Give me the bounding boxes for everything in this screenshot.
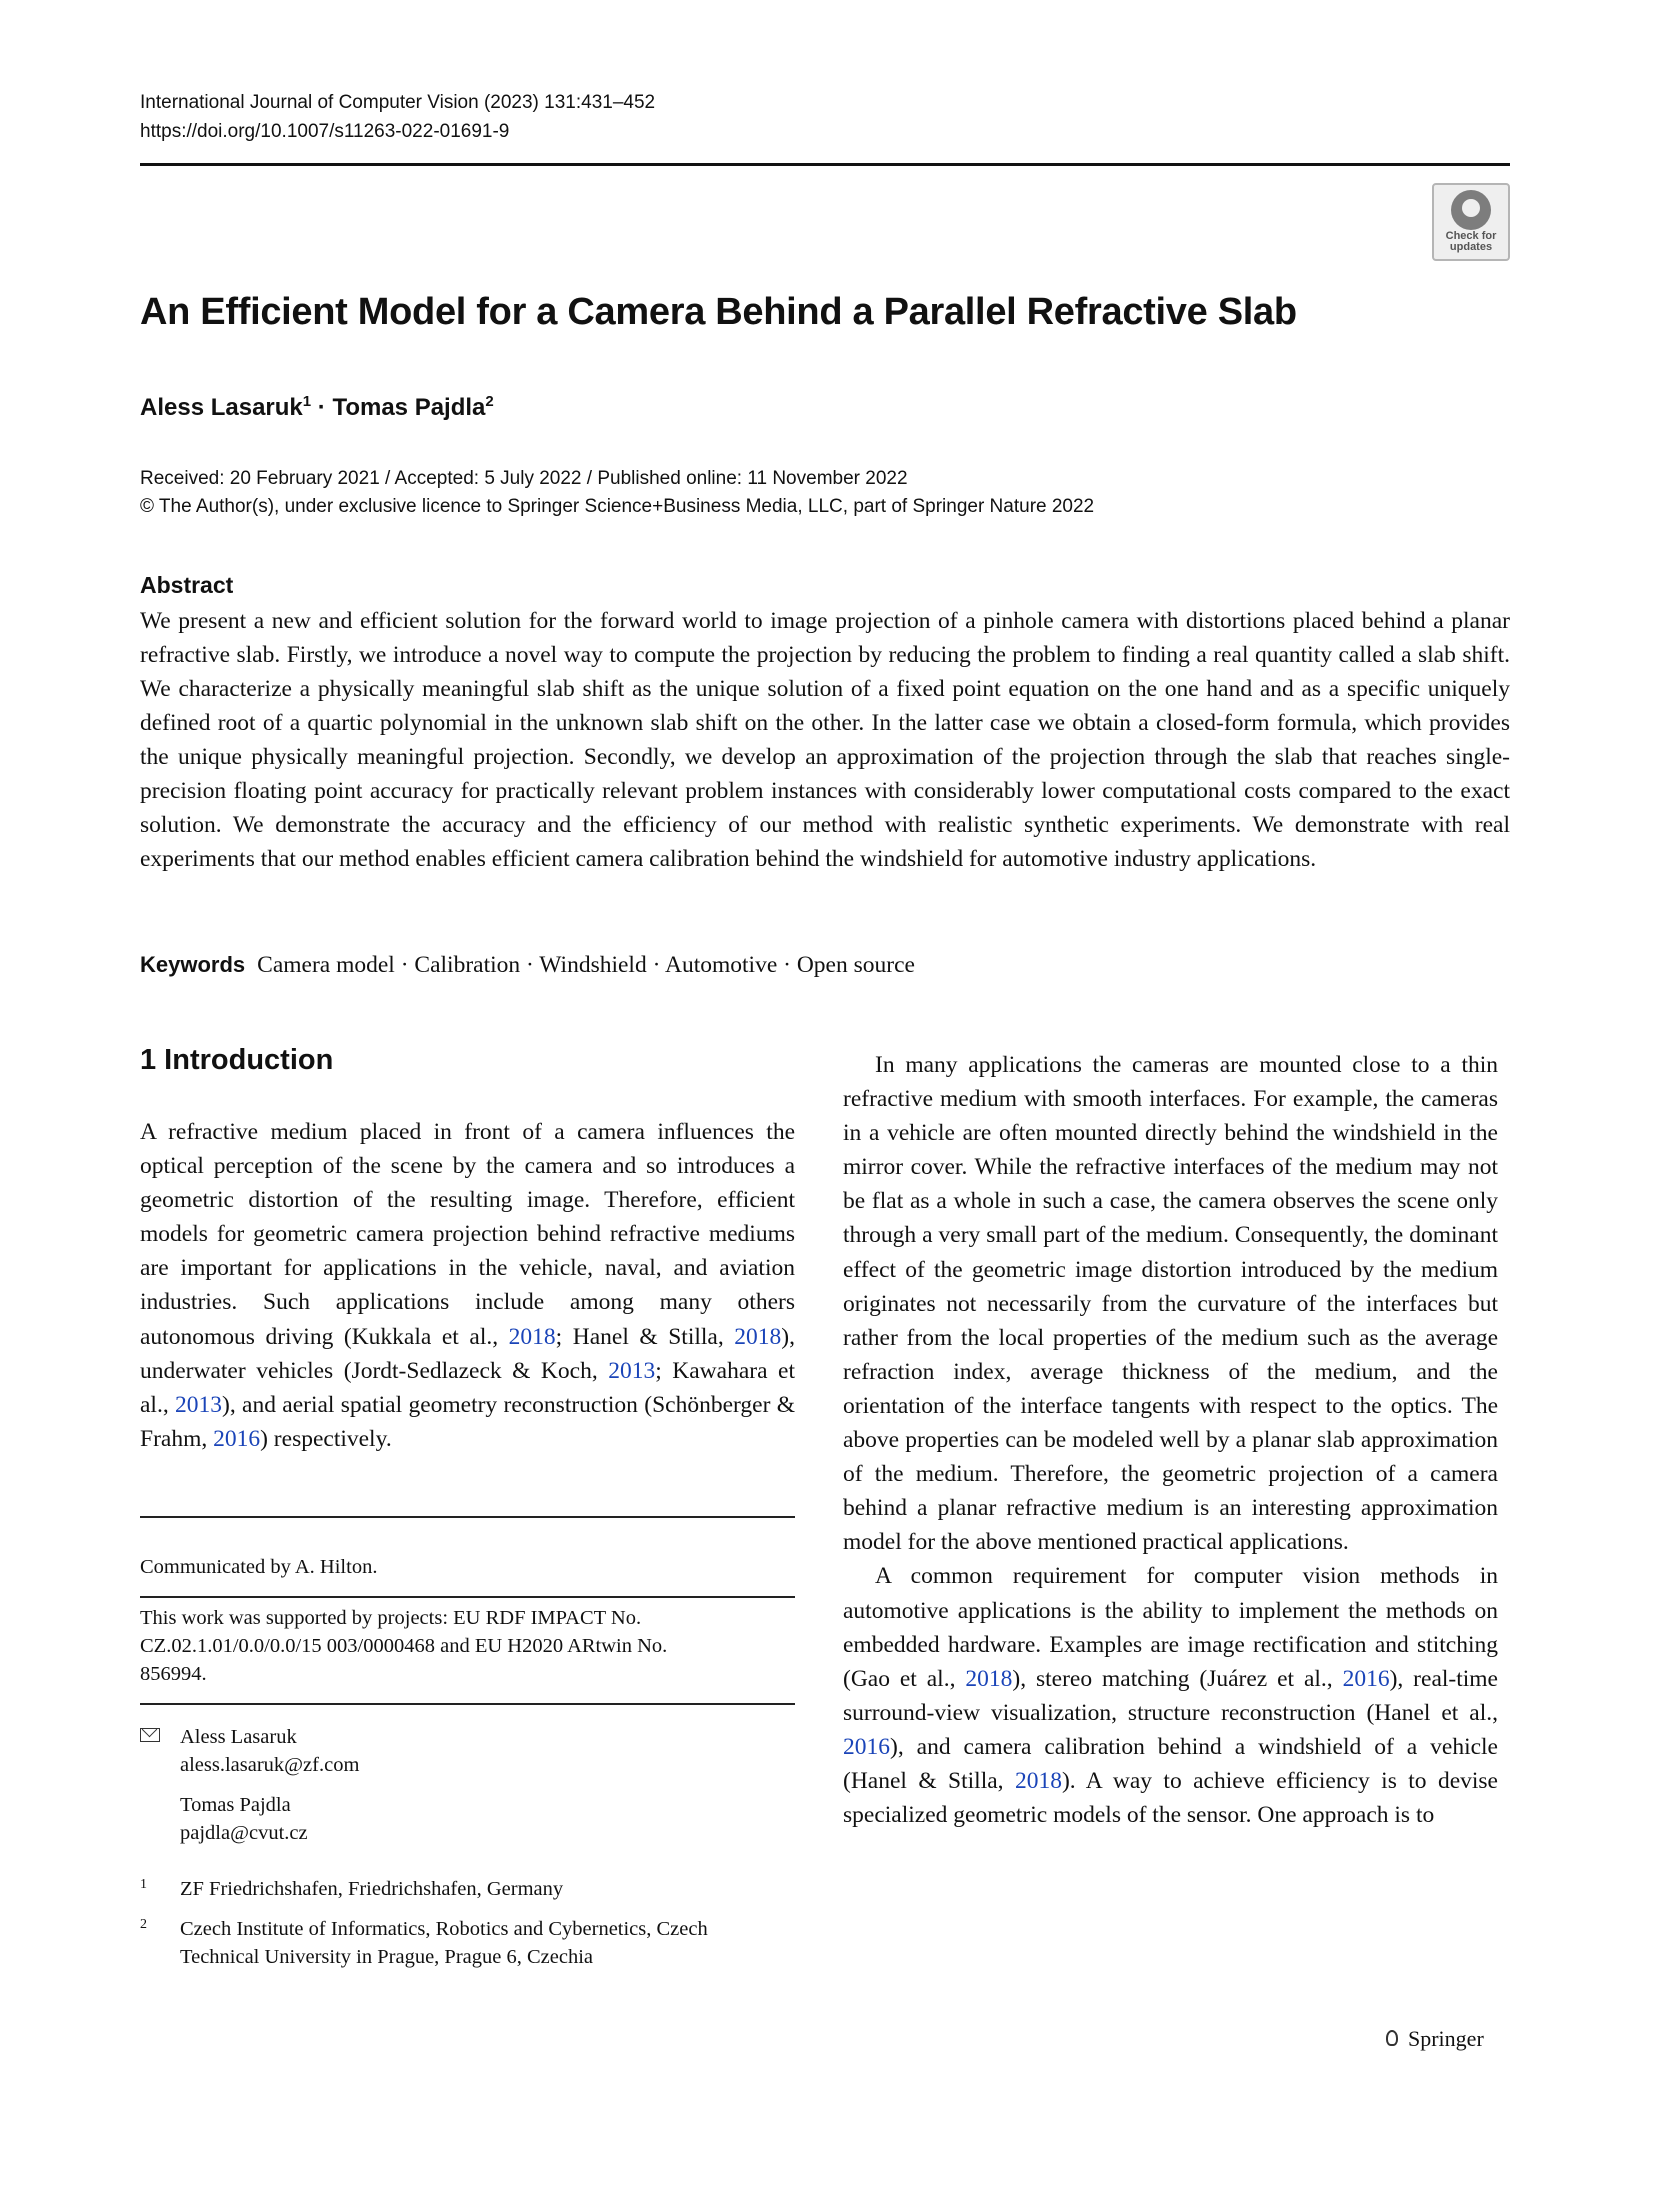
citation-link[interactable]: 2013: [175, 1391, 223, 1418]
contact-name: Aless Lasaruk: [180, 1726, 297, 1748]
journal-citation: International Journal of Computer Vision (2023) 131:431–452: [140, 92, 656, 113]
paragraph-text: ; Kawahara et al.,: [140, 1357, 795, 1418]
contact-email[interactable]: aless.lasaruk@zf.com: [180, 1754, 360, 1776]
check-for-updates-icon: [1451, 190, 1491, 230]
check-for-updates-line2: updates: [1449, 241, 1493, 253]
intro-paragraph: [843, 1559, 1498, 1832]
paragraph-text: ) respectively.: [260, 1425, 392, 1452]
paragraph-text: ), and camera calibration behind a windshield of a vehicle (Hanel & Stilla,: [843, 1733, 1498, 1794]
intro-paragraph: [140, 1115, 795, 1456]
keywords-list: Camera model · Calibration · Windshield · Automotive · Open source: [257, 952, 915, 978]
citation-link[interactable]: 2016: [843, 1733, 890, 1760]
paragraph-text: ), real-time surround-view visualization, structure reconstruction (Hanel et al.,: [843, 1665, 1498, 1726]
envelope-icon: [140, 1728, 160, 1742]
affiliation-text: ZF Friedrichshafen, Friedrichshafen, Germany: [180, 1878, 564, 1900]
footnote-rule: [140, 1703, 795, 1705]
doi-link[interactable]: https://doi.org/10.1007/s11263-022-01691-9: [140, 121, 510, 142]
citation-link[interactable]: 2018: [508, 1323, 556, 1350]
journal-header: [140, 88, 655, 146]
citation-link[interactable]: 2018: [965, 1665, 1013, 1692]
author-name: Tomas Pajdla: [332, 394, 486, 421]
keywords-label: Keywords: [140, 952, 246, 977]
author-separator: ·: [317, 394, 326, 421]
footnote-rule: [140, 1516, 795, 1518]
paragraph-text: ). A way to achieve efficiency is to devise specialized geometric models of the sensor. One approach is to: [843, 1767, 1498, 1829]
publisher-name: Springer: [1408, 2026, 1484, 2051]
citation-link[interactable]: 2018: [734, 1323, 782, 1350]
keywords-line: [140, 948, 915, 982]
check-for-updates-line1: Check for: [1445, 230, 1497, 242]
header-rule: [140, 163, 1510, 166]
affiliation-number: 2: [140, 1917, 147, 1932]
citation-link[interactable]: 2016: [1342, 1665, 1390, 1692]
citation-link[interactable]: 2016: [213, 1425, 261, 1452]
citation-link[interactable]: 2018: [1014, 1767, 1062, 1794]
paragraph-text: ), underwater vehicles (Jordt-Sedlazeck & Koch,: [140, 1323, 795, 1384]
publication-dates: [140, 465, 1094, 521]
author-affiliation-mark: 1: [302, 393, 312, 410]
check-for-updates-badge[interactable]: [1432, 183, 1510, 261]
paragraph-text: ), and aerial spatial geometry reconstruction (Schönberger & Frahm,: [140, 1391, 795, 1452]
springer-horse-icon: [1384, 2029, 1402, 2049]
intro-left-column: [140, 1115, 795, 1456]
publisher-footer: [1384, 2024, 1484, 2054]
copyright-line: © The Author(s), under exclusive licence to Springer Science+Business Media, LLC, part of Springer Nature 2022: [140, 496, 1095, 517]
contact-email[interactable]: pajdla@cvut.cz: [180, 1822, 308, 1844]
paragraph-text: ; Hanel & Stilla,: [555, 1323, 735, 1350]
footnote-rule: [140, 1596, 795, 1598]
author-list: [140, 385, 494, 425]
affiliation-number: 1: [140, 1877, 147, 1892]
received-accepted-line: Received: 20 February 2021 / Accepted: 5 July 2022 / Published online: 11 November 2022: [140, 468, 908, 489]
author-name: Aless Lasaruk: [140, 394, 303, 421]
intro-paragraph: In many applications the cameras are mounted close to a thin refractive medium with smooth interfaces. For example, the cameras in a vehicle are often mounted directly behind the windshield in the mirror cover. While the refractive interfaces of the medium may not be flat as a whole in such a case, the camera observes the scene only through a very small part of the medium. Consequently, the dominant effect of the geometric image distortion introduced by the medium originates not necessarily from the curvature of the interfaces but rather from the local properties of the medium such as the average refraction index, average thickness of the medium, and the orientation of the interface tangents with respect to the optics. The above properties can be modeled well by a planar slab approximation of the medium. Therefore, the geometric projection of a camera behind a planar refractive medium is an interesting approximation model for the above mentioned practical applications.: [843, 1052, 1498, 1556]
affiliation-text: Czech Institute of Informatics, Robotics and Cybernetics, Czech Technical University in Prague, Prague 6, Czechia: [180, 1918, 708, 1968]
paragraph-text: A refractive medium placed in front of a camera influences the optical perception of the scene by the camera and so introduces a geometric distortion of the resulting image. Therefore, efficient models for geometric camera projection behind refractive mediums are important for applications in the vehicle, naval, and aviation industries. Such applications include among many others autonomous driving (Kukkala et al.,: [140, 1119, 795, 1350]
paragraph-text: ), stereo matching (Juárez et al.,: [1012, 1665, 1343, 1692]
section-heading: 1 Introduction: [140, 1044, 334, 1076]
abstract-text: We present a new and efficient solution for the forward world to image projection of a pinhole camera with distortions placed behind a planar refractive slab. Firstly, we introduce a novel way to compute the projection by reducing the problem to finding a real quantity called a slab shift. We characterize a physically meaningful slab shift as the unique solution of a fixed point equation on the one hand and as a specific uniquely defined root of a quartic polynomial in the unknown slab shift on the other. In the latter case we obtain a closed-form formula, which provides the unique physically meaningful projection. Secondly, we develop an approximation of the projection through the slab that reaches single-precision floating point accuracy for practically relevant problem instances with considerably lower computational costs compared to the exact solution. We demonstrate the accuracy and the efficiency of our method with realistic synthetic experiments. We demonstrate with real experiments that our method enables efficient camera calibration behind the windshield for automotive industry applications.: [140, 608, 1510, 872]
author-affiliation-mark: 2: [485, 393, 494, 410]
communicated-by-note: Communicated by A. Hilton.: [140, 1556, 378, 1578]
funding-note: This work was supported by projects: EU RDF IMPACT No. CZ.02.1.01/0.0/0.0/15 003/0000468 and EU H2020 ARtwin No. 856994.: [140, 1607, 668, 1685]
abstract-heading: Abstract: [140, 572, 234, 598]
citation-link[interactable]: 2013: [608, 1357, 656, 1384]
contact-name: Tomas Pajdla: [180, 1794, 291, 1816]
contact-list: [180, 1723, 740, 1847]
paper-title: An Efficient Model for a Camera Behind a Parallel Refractive Slab: [140, 291, 1297, 333]
paragraph-text: A common requirement for computer vision methods in automotive applications is the ability to implement the methods on embedded hardware. Examples are image rectification and stitching (Gao et al.,: [843, 1563, 1498, 1692]
intro-right-column: [843, 1048, 1498, 1832]
